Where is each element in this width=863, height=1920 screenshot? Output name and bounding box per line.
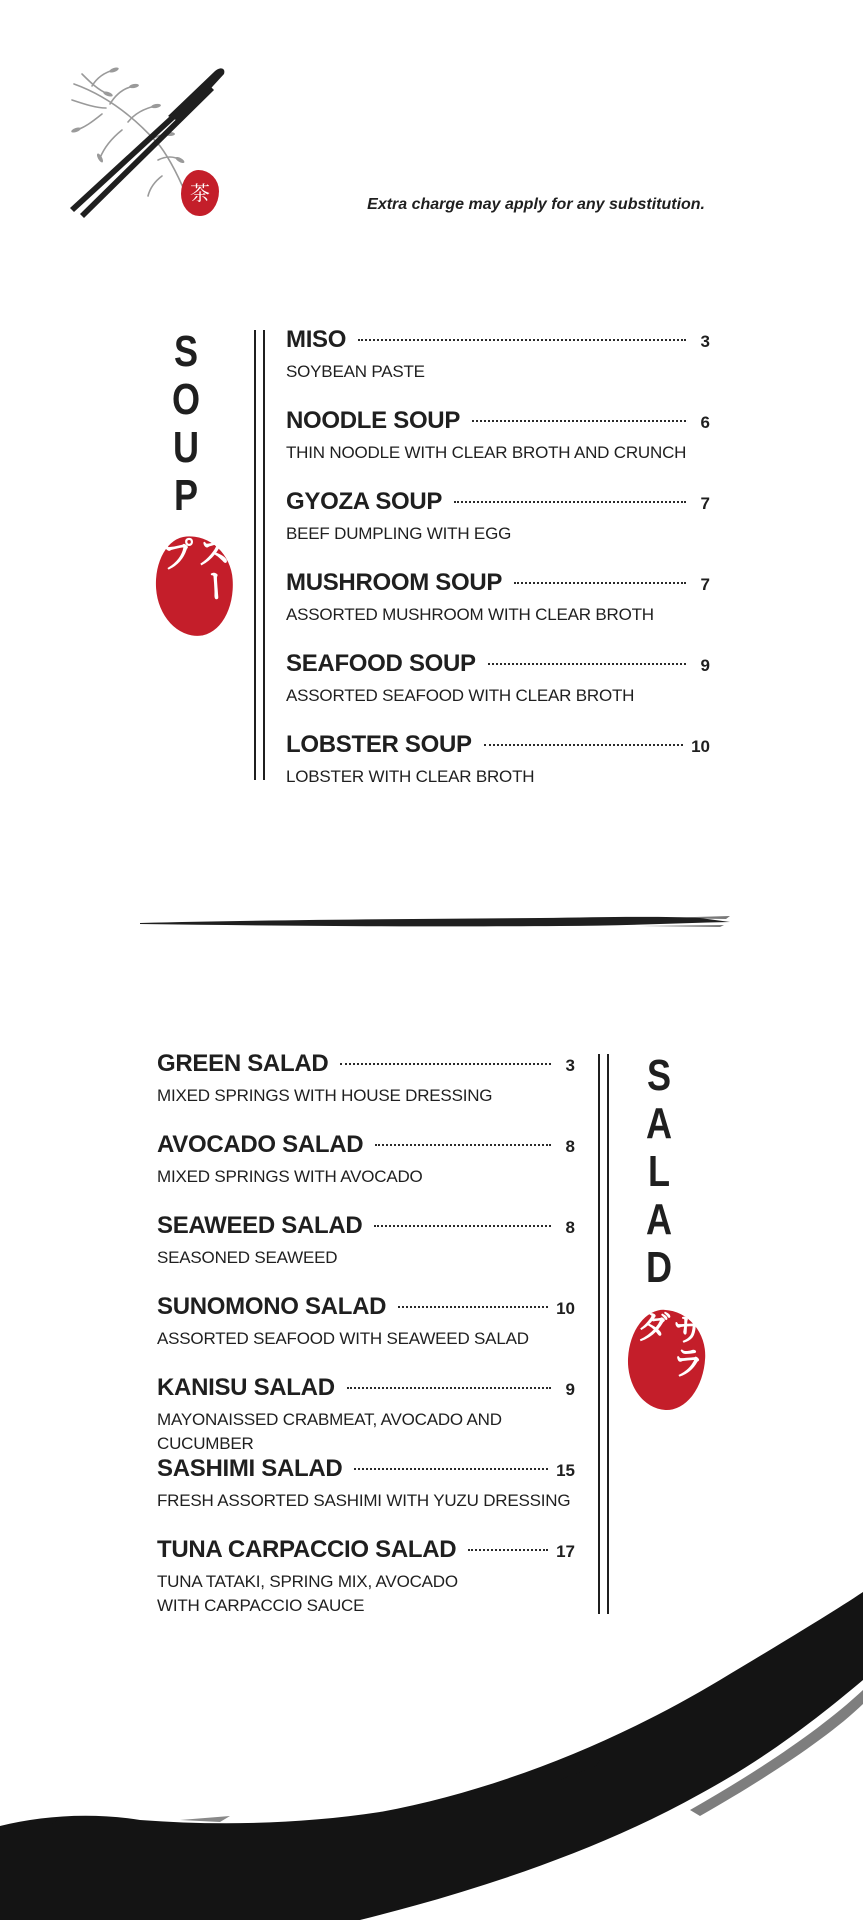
- dot-leader: [398, 1306, 548, 1308]
- item-name: AVOCADO SALAD: [157, 1131, 364, 1158]
- substitution-notice: Extra charge may apply for any substitution.: [367, 196, 705, 213]
- soup-seal-text: スープ: [153, 533, 234, 605]
- brush-sweep-decoration: [0, 1580, 863, 1920]
- item-description: MAYONAISSED CRABMEAT, AVOCADO AND CUCUMBER: [157, 1410, 502, 1453]
- dot-leader: [488, 663, 686, 665]
- soup-divider-rule: [254, 330, 265, 780]
- item-name: MUSHROOM SOUP: [286, 569, 503, 596]
- soup-heading-letter: S: [173, 327, 199, 376]
- item-price: 3: [700, 332, 710, 351]
- item-description: TUNA TATAKI, SPRING MIX, AVOCADO WITH CARPACCIO SAUCE: [157, 1572, 458, 1615]
- item-description: ASSORTED SEAFOOD WITH SEAWEED SALAD: [157, 1329, 529, 1348]
- dot-leader: [347, 1387, 551, 1389]
- item-name: SEAFOOD SOUP: [286, 650, 476, 677]
- item-description: MIXED SPRINGS WITH HOUSE DRESSING: [157, 1086, 493, 1105]
- menu-item-miso: [286, 326, 710, 407]
- salad-heading-letter: A: [645, 1195, 673, 1244]
- menu-item-avocado-salad: [157, 1131, 575, 1212]
- dot-leader: [468, 1549, 548, 1551]
- item-name: TUNA CARPACCIO SALAD: [157, 1536, 457, 1563]
- dot-leader: [358, 339, 686, 341]
- salad-heading-letter: L: [647, 1147, 671, 1196]
- soup-heading-letter: O: [171, 375, 201, 424]
- menu-item-sashimi-salad: [157, 1455, 575, 1536]
- salad-seal-icon: [625, 1308, 707, 1412]
- item-description: SEASONED SEAWEED: [157, 1248, 338, 1267]
- salad-heading-letter: A: [645, 1099, 673, 1148]
- item-name: KANISU SALAD: [157, 1374, 335, 1401]
- salad-seal-text: サラダ: [629, 1308, 708, 1380]
- item-price: 9: [700, 656, 710, 675]
- dot-leader: [374, 1225, 551, 1227]
- dot-leader: [484, 744, 683, 746]
- item-price: 8: [565, 1218, 575, 1237]
- item-name: SASHIMI SALAD: [157, 1455, 343, 1482]
- menu-item-green-salad: [157, 1050, 575, 1131]
- item-name: NOODLE SOUP: [286, 407, 461, 434]
- item-description: SOYBEAN PASTE: [286, 362, 425, 381]
- item-description: FRESH ASSORTED SASHIMI WITH YUZU DRESSING: [157, 1491, 571, 1510]
- item-name: SEAWEED SALAD: [157, 1212, 363, 1239]
- menu-item-mushroom-soup: [286, 569, 710, 650]
- soup-heading-letter: P: [173, 471, 199, 520]
- salad-heading: [639, 1052, 680, 1292]
- brush-stroke-divider: [140, 914, 730, 930]
- item-price: 3: [565, 1056, 575, 1075]
- item-price: 6: [700, 413, 710, 432]
- dot-leader: [375, 1144, 551, 1146]
- salad-menu-list: [157, 1050, 575, 1617]
- item-price: 8: [565, 1137, 575, 1156]
- item-price: 15: [556, 1461, 575, 1480]
- item-price: 10: [691, 737, 710, 756]
- menu-item-gyoza-soup: [286, 488, 710, 569]
- item-price: 7: [700, 494, 710, 513]
- item-description: MIXED SPRINGS WITH AVOCADO: [157, 1167, 423, 1186]
- item-name: MISO: [286, 326, 347, 353]
- menu-item-kanisu-salad: [157, 1374, 575, 1455]
- menu-item-seaweed-salad: [157, 1212, 575, 1293]
- menu-item-noodle-soup: [286, 407, 710, 488]
- menu-item-sunomono-salad: [157, 1293, 575, 1374]
- dot-leader: [354, 1468, 548, 1470]
- menu-item-seafood-soup: [286, 650, 710, 731]
- tea-seal-glyph: 茶: [190, 181, 210, 205]
- soup-heading-letter: U: [172, 423, 200, 472]
- item-name: GYOZA SOUP: [286, 488, 443, 515]
- dot-leader: [340, 1063, 551, 1065]
- item-price: 17: [556, 1542, 575, 1561]
- item-name: SUNOMONO SALAD: [157, 1293, 387, 1320]
- dot-leader: [472, 420, 686, 422]
- dot-leader: [454, 501, 686, 503]
- soup-seal-icon: [153, 533, 237, 638]
- item-name: LOBSTER SOUP: [286, 731, 472, 758]
- menu-item-lobster-soup: [286, 731, 710, 812]
- item-description: ASSORTED SEAFOOD WITH CLEAR BROTH: [286, 686, 635, 705]
- dot-leader: [514, 582, 686, 584]
- item-name: GREEN SALAD: [157, 1050, 329, 1077]
- item-price: 10: [556, 1299, 575, 1318]
- item-price: 9: [565, 1380, 575, 1399]
- salad-divider-rule: [598, 1054, 609, 1614]
- item-description: THIN NOODLE WITH CLEAR BROTH AND CRUNCH: [286, 443, 687, 462]
- salad-heading-letter: D: [645, 1243, 673, 1292]
- item-description: LOBSTER WITH CLEAR BROTH: [286, 767, 535, 786]
- item-description: ASSORTED MUSHROOM WITH CLEAR BROTH: [286, 605, 654, 624]
- soup-menu-list: [286, 326, 710, 812]
- salad-heading-letter: S: [646, 1051, 672, 1100]
- soup-heading: [166, 328, 207, 520]
- item-description: BEEF DUMPLING WITH EGG: [286, 524, 512, 543]
- item-price: 7: [700, 575, 710, 594]
